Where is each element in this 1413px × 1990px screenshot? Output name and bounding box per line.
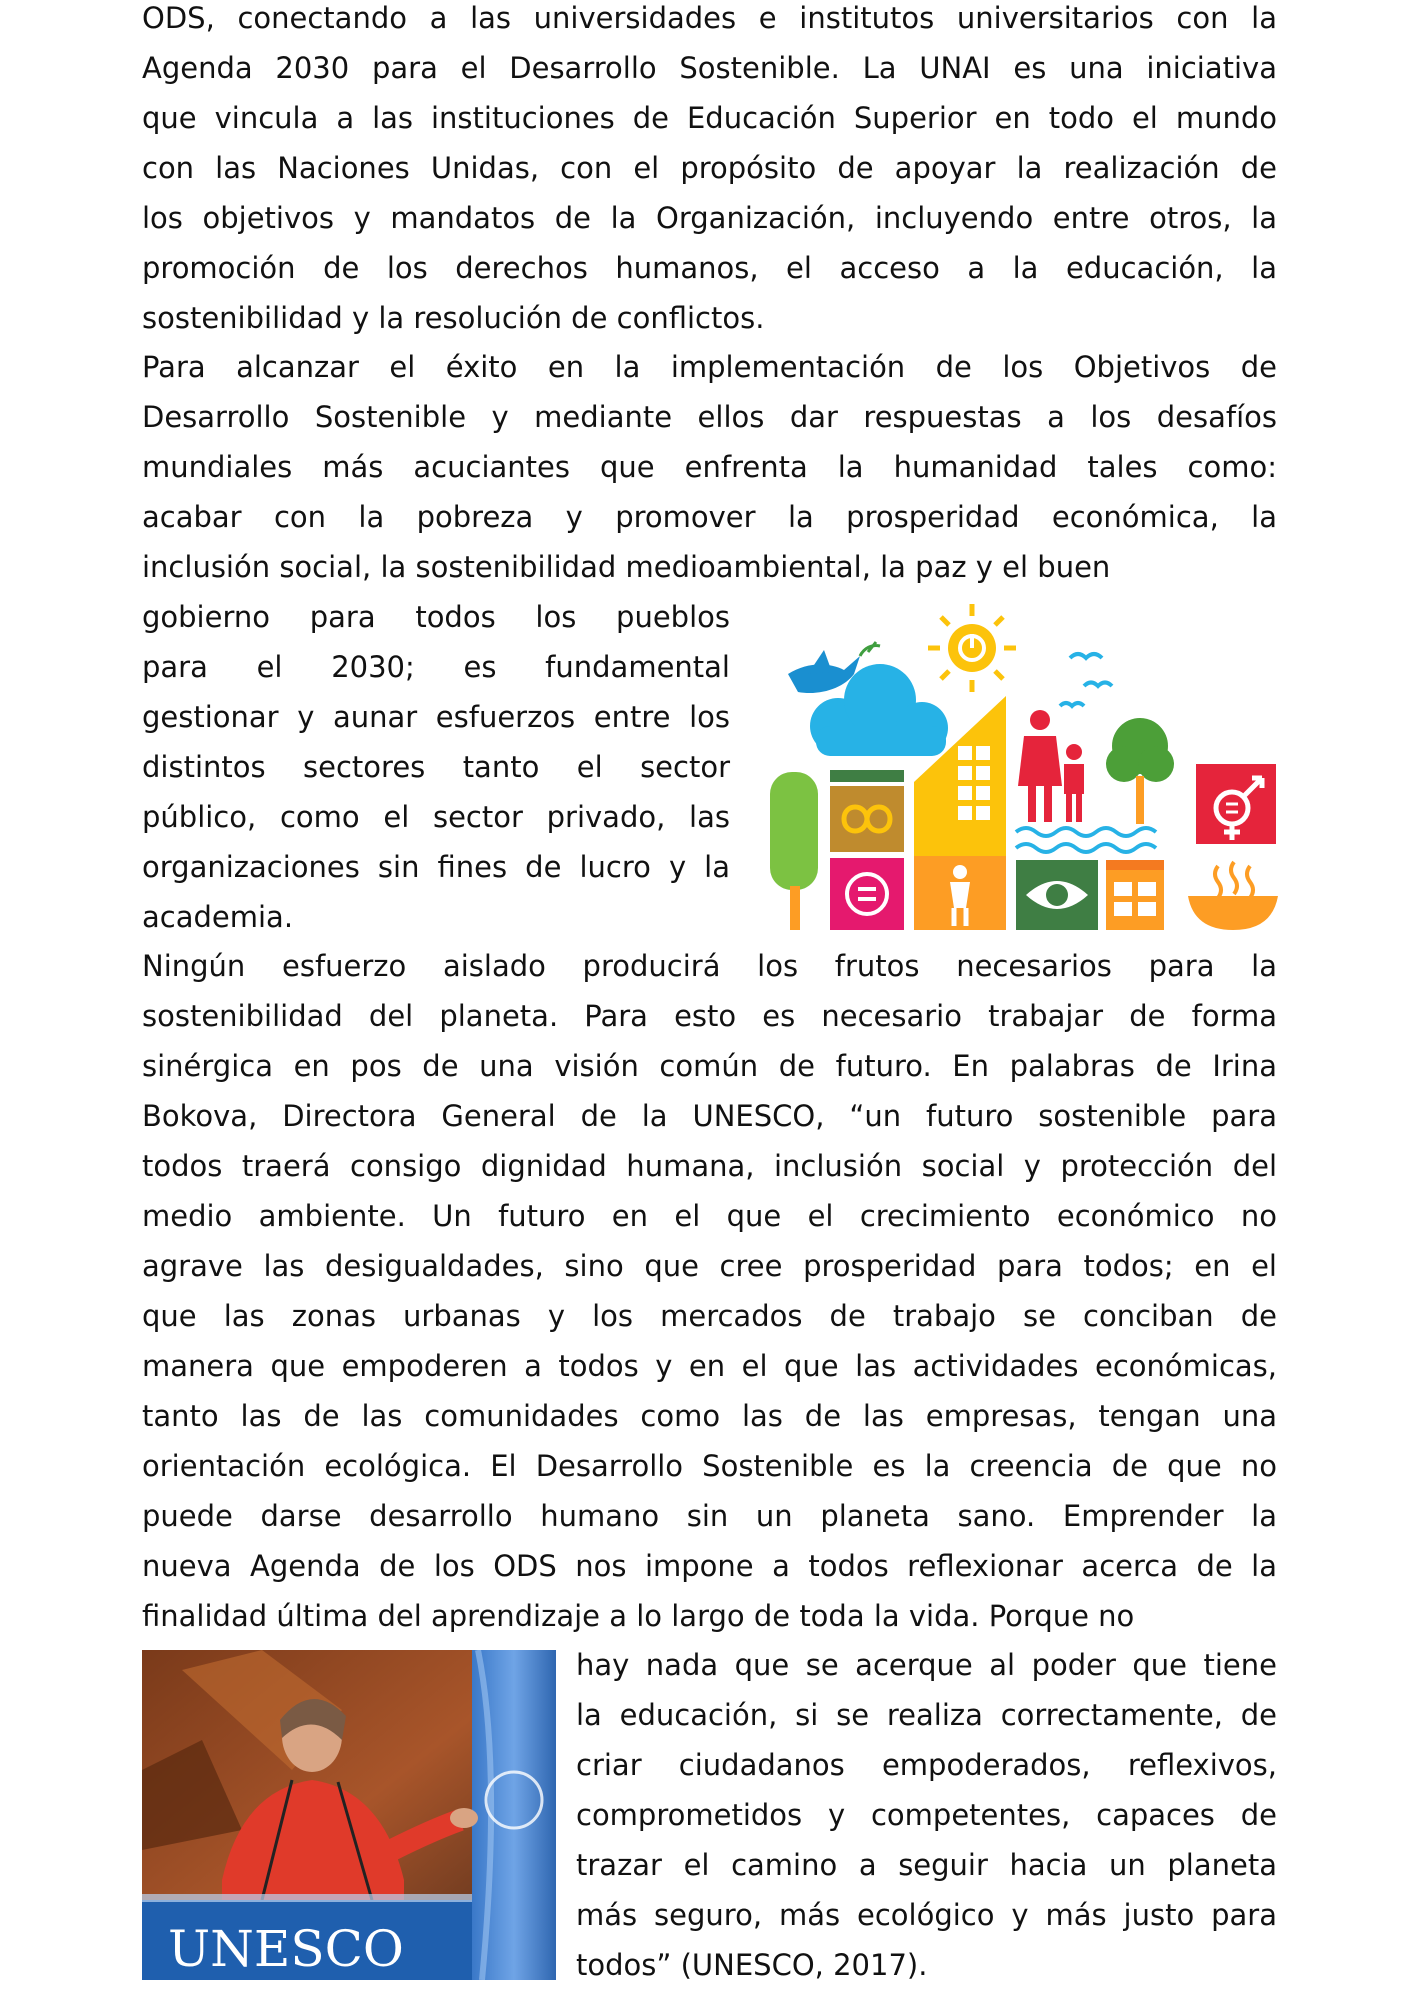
text-line: sostenibilidad del planeta. Para esto es necesario trabajar de forma	[142, 999, 1277, 1033]
text-line: criar ciudadanos empoderados, reflexivos,	[576, 1748, 1277, 1782]
text-line: Ningún esfuerzo aislado producirá los frutos necesarios para la	[142, 949, 1277, 983]
birds-icon	[1060, 654, 1112, 706]
paragraph-educacion	[576, 1640, 1277, 1990]
text-line: mundiales más acuciantes que enfrenta la humanidad tales como:	[142, 450, 1277, 484]
sdg-city-illustration	[768, 596, 1278, 936]
text-line: ODS, conectando a las universidades e institutos universitarios con la	[142, 1, 1277, 35]
text-line: sinérgica en pos de una visión común de futuro. En palabras de Irina	[142, 1049, 1277, 1083]
paragraph-esfuerzos	[142, 592, 730, 942]
text-line: que las zonas urbanas y los mercados de trabajo se conciban de	[142, 1299, 1277, 1333]
text-line: tanto las de las comunidades como las de las empresas, tengan una	[142, 1399, 1277, 1433]
text-line: todos” (UNESCO, 2017).	[576, 1948, 928, 1982]
text-line: la educación, si se realiza correctamente, de	[576, 1698, 1277, 1732]
text-line: Bokova, Directora General de la UNESCO, “un futuro sostenible para	[142, 1099, 1277, 1133]
text-line: manera que empoderen a todos y en el que las actividades económicas,	[142, 1349, 1277, 1383]
text-line: gobierno para todos los pueblos	[142, 600, 730, 634]
sun-icon	[928, 604, 1016, 692]
text-line: orientación ecológica. El Desarrollo Sostenible es la creencia de que no	[142, 1449, 1277, 1483]
infinity-icon	[830, 786, 904, 852]
text-line: distintos sectores tanto el sector	[142, 750, 730, 784]
paragraph-objetivos	[142, 342, 1277, 592]
text-line: Desarrollo Sostenible y mediante ellos dar respuestas a los desafíos	[142, 400, 1277, 434]
text-line: que vincula a las instituciones de Educación Superior en todo el mundo	[142, 101, 1277, 135]
paragraph-unai	[142, 0, 1277, 343]
text-line: sostenibilidad y la resolución de conflictos.	[142, 301, 765, 335]
text-line: medio ambiente. Un futuro en el que el crecimiento económico no	[142, 1199, 1277, 1233]
food-bowl-icon	[1188, 862, 1278, 930]
text-line: promoción de los derechos humanos, el acceso a la educación, la	[142, 251, 1277, 285]
text-line: más seguro, más ecológico y más justo para	[576, 1898, 1277, 1932]
text-line: acabar con la pobreza y promover la prosperidad económica, la	[142, 500, 1277, 534]
text-line: agrave las desigualdades, sino que cree prosperidad para todos; en el	[142, 1249, 1277, 1283]
small-tree-icon	[1106, 718, 1174, 824]
text-line: nueva Agenda de los ODS nos impone a todos reflexionar acerca de la	[142, 1549, 1277, 1583]
text-line: trazar el camino a seguir hacia un planeta	[576, 1848, 1277, 1882]
text-line: comprometidos y competentes, capaces de	[576, 1798, 1277, 1832]
text-line: para el 2030; es fundamental	[142, 650, 730, 684]
people-icon	[1018, 710, 1084, 822]
text-line: finalidad última del aprendizaje a lo largo de toda la vida. Porque no	[142, 1599, 1135, 1633]
text-line: con las Naciones Unidas, con el propósito de apoyar la realización de	[142, 151, 1277, 185]
text-line: academia.	[142, 900, 294, 934]
text-line: todos traerá consigo dignidad humana, inclusión social y protección del	[142, 1149, 1277, 1183]
tree-icon	[770, 772, 818, 930]
text-line: Para alcanzar el éxito en la implementación de los Objetivos de	[142, 350, 1277, 384]
gender-equality-icon	[1196, 764, 1276, 844]
text-line: inclusión social, la sostenibilidad medioambiental, la paz y el buen	[142, 550, 1111, 584]
podium-unesco-label: UNESCO	[168, 1920, 404, 1978]
window-block-icon	[1106, 860, 1164, 930]
text-line: público, como el sector privado, las	[142, 800, 730, 834]
text-line: Agenda 2030 para el Desarrollo Sostenible. La UNAI es una iniciativa	[142, 51, 1277, 85]
text-line: los objetivos y mandatos de la Organización, incluyendo entre otros, la	[142, 201, 1277, 235]
water-waves-icon	[1016, 828, 1156, 852]
equality-icon	[830, 858, 904, 930]
bokova-unesco-photo	[142, 1650, 556, 1980]
text-line: puede darse desarrollo humano sin un planeta sano. Emprender la	[142, 1499, 1277, 1533]
paragraph-bokova	[142, 941, 1277, 1641]
text-line: hay nada que se acerque al poder que tiene	[576, 1648, 1277, 1682]
eye-planet-icon	[1016, 860, 1098, 930]
text-line: organizaciones sin fines de lucro y la	[142, 850, 730, 884]
text-line: gestionar y aunar esfuerzos entre los	[142, 700, 730, 734]
